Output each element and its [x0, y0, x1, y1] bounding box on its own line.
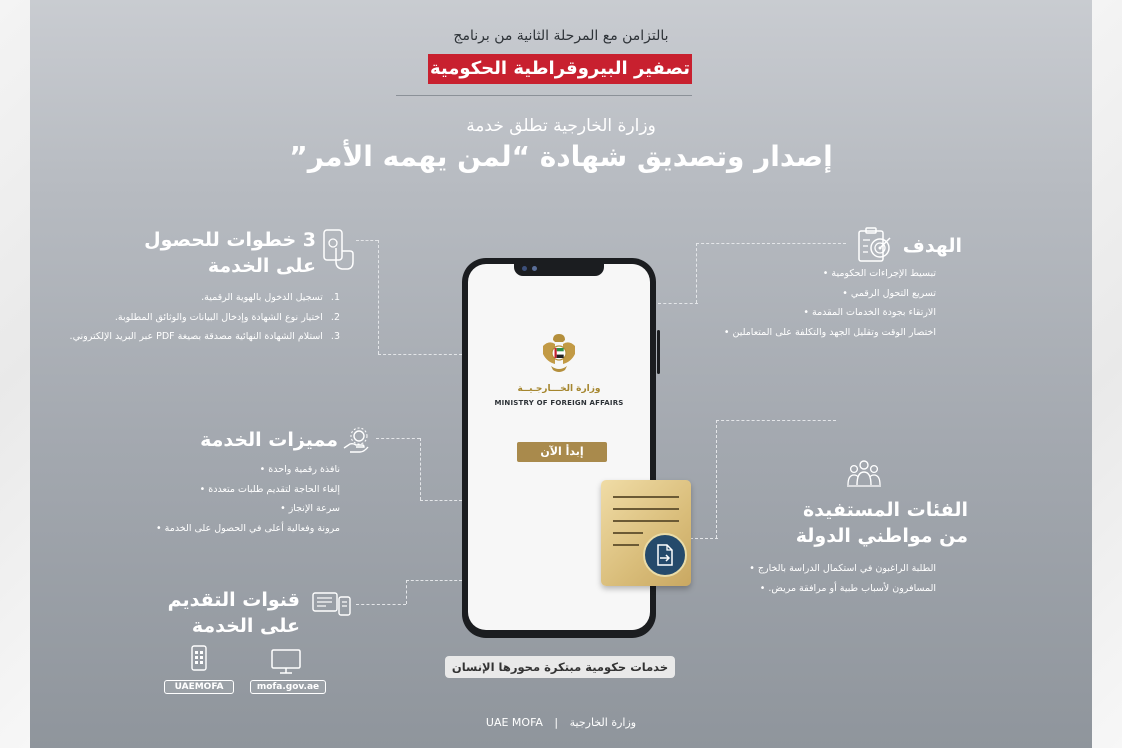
file-export-icon [653, 543, 677, 567]
intro-text: بالتزامن مع المرحلة الثانية من برنامج [453, 28, 669, 44]
list-item: سرعة الإنجاز • [90, 503, 340, 514]
connector-line [356, 240, 378, 241]
step-number: 1. [330, 292, 340, 303]
ministry-name-en: MINISTRY OF FOREIGN AFFAIRS [494, 399, 624, 407]
steps-title-line2: على الخدمة [207, 254, 316, 277]
connector-line [406, 580, 462, 581]
connector-line [376, 438, 420, 439]
steps-title [140, 228, 316, 279]
connector-line [378, 354, 462, 355]
step-number: 2. [330, 311, 340, 323]
list-item: مرونة وفعالية أعلى في الحصول على الخدمة • [90, 523, 340, 534]
connector-line [356, 604, 406, 605]
connector-line [420, 500, 462, 501]
list-item [50, 292, 340, 303]
sensor-dot [532, 266, 537, 271]
list-item [50, 331, 340, 342]
beneficiaries-list [676, 563, 936, 602]
doc-line [613, 496, 679, 498]
beneficiaries-title [728, 498, 968, 549]
hand-gear-icon [342, 426, 372, 456]
connector-line [716, 420, 717, 538]
camera-dot [522, 266, 527, 271]
step-number: 3. [330, 331, 340, 342]
connector-line [406, 580, 407, 604]
list-item: تسريع التحول الرقمي • [636, 288, 936, 299]
left-margin [0, 0, 30, 748]
list-item: تبسيط الإجراءات الحكومية • [636, 268, 936, 279]
connector-line [378, 240, 379, 354]
footer [30, 716, 1092, 729]
steps-title-line1: 3 خطوات للحصول [144, 229, 316, 251]
ministry-name-ar: وزارة الخـــارجـيــة [517, 384, 601, 394]
web-channel-label[interactable]: mofa.gov.ae [250, 680, 326, 694]
phone-side-button [657, 330, 660, 374]
connector-line [696, 243, 846, 244]
launch-text: وزارة الخارجية تطلق خدمة [466, 116, 656, 136]
list-item [50, 312, 340, 323]
doc-line [613, 544, 639, 546]
doc-line [613, 520, 679, 522]
hand-tap-phone-icon [320, 228, 356, 272]
infographic-poster [30, 0, 1092, 748]
features-title: مميزات الخدمة [200, 429, 338, 451]
features-list [90, 464, 340, 542]
list-item: إلغاء الحاجة لتقديم طلبات متعددة • [90, 484, 340, 495]
channels-title-line1: قنوات التقديم [167, 589, 300, 611]
connector-line [658, 303, 698, 304]
footer-en: UAE MOFA [485, 716, 543, 729]
step-text: تسجيل الدخول بالهوية الرقمية. [201, 292, 323, 303]
doc-line [613, 508, 679, 510]
connector-line [696, 243, 697, 303]
footer-ar: وزارة الخارجية [569, 716, 637, 729]
documents-icon [312, 592, 352, 618]
connector-line [716, 420, 836, 421]
beneficiaries-title-line2: من مواطني الدولة [795, 524, 968, 547]
step-text: اختيار نوع الشهادة وإدخال البيانات والوثائق المطلوبة. [114, 311, 323, 323]
tagline-caption: خدمات حكومية مبتكرة محورها الإنسان [445, 656, 675, 678]
connector-line [690, 538, 718, 539]
group-icon [846, 458, 882, 488]
uae-emblem-icon [539, 330, 579, 378]
footer-separator: | [554, 716, 559, 729]
list-item: الارتقاء بجودة الخدمات المقدمة • [636, 307, 936, 318]
connector-line [420, 438, 421, 500]
goal-title: الهدف [902, 235, 962, 257]
steps-list [50, 292, 340, 342]
header-divider [396, 95, 692, 96]
doc-line [613, 532, 643, 534]
beneficiaries-title-line1: الفئات المستفيدة [802, 499, 968, 521]
monitor-icon [270, 648, 302, 676]
app-channel-label[interactable]: UAEMOFA [164, 680, 234, 694]
start-now-button[interactable]: إبدأ الآن [517, 442, 607, 462]
list-item: نافذة رقمية واحدة • [90, 464, 340, 475]
phone-notch [514, 262, 604, 276]
right-margin [1092, 0, 1122, 748]
page-title: إصدار وتصديق شهادة “لمن يهمه الأمر” [289, 140, 833, 173]
mobile-app-icon [186, 644, 212, 676]
goal-list [636, 268, 936, 346]
list-item: الطلبة الراغبون في استكمال الدراسة بالخارج • [676, 563, 936, 574]
list-item: اختصار الوقت وتقليل الجهد والتكلفة على المتعاملين • [636, 327, 936, 338]
list-item: المسافرون لأسباب طبية أو مرافقة مريض. • [676, 583, 936, 594]
channels-title [140, 588, 300, 639]
step-text: استلام الشهادة النهائية مصدقة بصيغة PDF عبر البريد الإلكتروني. [69, 331, 323, 342]
program-badge: تصفير البيروقراطية الحكومية [428, 54, 692, 84]
channels-title-line2: على الخدمة [191, 614, 300, 637]
